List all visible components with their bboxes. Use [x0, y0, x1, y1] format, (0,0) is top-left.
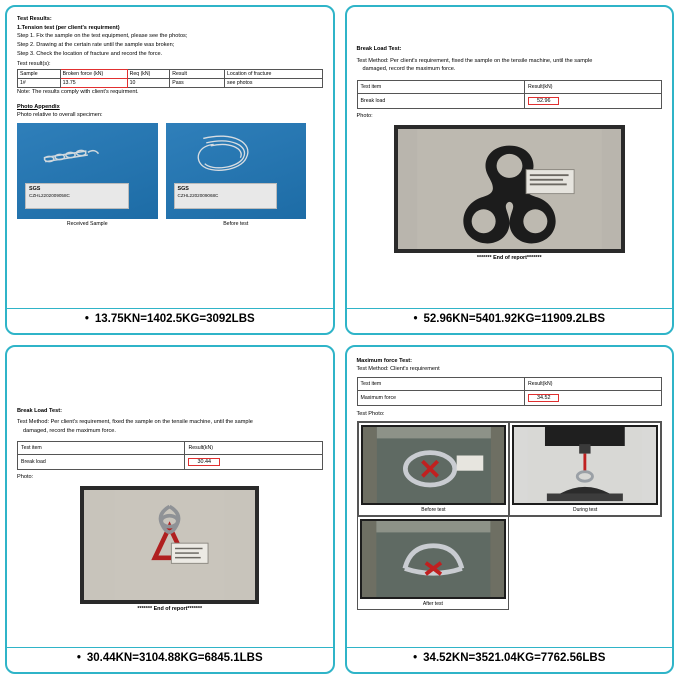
- cell-break-load-value-wrap: [524, 93, 661, 108]
- report-panel-1: [5, 5, 335, 335]
- results-note: Note: The results comply with client's requirment.: [17, 88, 139, 95]
- table-header-row: [18, 69, 323, 78]
- photo-break-load-3: [80, 486, 259, 604]
- cell-max-force-value-wrap: [524, 390, 661, 405]
- cell-1: [0, 0, 340, 340]
- cell-break-load: Break load: [18, 455, 185, 470]
- report-panel-3: [5, 345, 335, 675]
- photo-appendix-title: Photo Appendix: [17, 103, 60, 110]
- cell-max-force-value: 34.52: [528, 394, 560, 402]
- tension-results-table: [17, 69, 323, 88]
- carabiner-photo-icon: [84, 490, 255, 600]
- sample-tag-2: SGS CZHL2202009068C: [174, 183, 278, 209]
- cell-result: Pass: [170, 78, 225, 87]
- break-load-table-3: [17, 441, 323, 470]
- photo-caption-after-4: After test: [422, 601, 443, 608]
- end-of-report-2: ******* End of report*******: [476, 254, 542, 261]
- break-load-title-3: Break Load Test:: [17, 407, 62, 414]
- cell-3: [0, 340, 340, 679]
- cell-max-force: Maximum force: [357, 390, 524, 405]
- test-method-3: Test Method: Per client's requirement, fixed the sample on the tensile machine, until the sample: [17, 419, 253, 426]
- sample-tag-1: SGS CZHL2202009058C: [25, 183, 129, 209]
- chain-illustration-icon: [31, 139, 115, 179]
- photo-row: [17, 123, 323, 227]
- col-result-kn: Result(kN): [524, 377, 661, 390]
- panel-caption-3: • 30.44KN=3104.88KG=6845.1LBS: [76, 652, 263, 664]
- photo-before-test-4: [361, 425, 507, 505]
- photo-image-2: [166, 123, 307, 219]
- test-results-label: Test result(s):: [17, 61, 51, 68]
- table-row: [18, 455, 323, 470]
- cell-break-load: Break load: [357, 93, 524, 108]
- tensile-machine-icon: [514, 427, 656, 503]
- col-sample: Sample: [18, 69, 61, 78]
- table-row: [18, 78, 323, 87]
- table-header-row: [357, 377, 662, 390]
- col-test-item: Test item: [357, 377, 524, 390]
- photo-cell-before: [358, 422, 510, 516]
- col-result: Result: [170, 69, 225, 78]
- photo-before-test: [166, 123, 307, 227]
- cell-sample: 1#: [18, 78, 61, 87]
- cell-break-load-value: 52.96: [528, 97, 560, 105]
- col-broken-force: Broken force (kN): [60, 69, 127, 78]
- col-test-item: Test item: [357, 80, 524, 93]
- test-photo-grid: [357, 421, 663, 517]
- photo-cell-during: [509, 422, 661, 516]
- cell-2: [340, 0, 679, 340]
- test-method-2-cont: damaged, record the maximum force.: [362, 66, 456, 73]
- bullet-icon: •: [413, 652, 418, 664]
- deformed-link-photo-icon: [362, 521, 505, 597]
- max-force-title: Maximum force Test:: [356, 357, 413, 364]
- photo-during-test-4: [512, 425, 658, 505]
- document-4: [347, 347, 673, 648]
- oval-link-photo-icon: [363, 427, 505, 503]
- step-1: Step 1. Fix the sample on the test equipment, please see the photos;: [17, 33, 188, 40]
- bullet-icon: •: [76, 652, 81, 664]
- step-3: Step 3. Check the location of fracture and record the force.: [17, 50, 163, 57]
- panel-caption-4: • 34.52KN=3521.04KG=7762.56LBS: [413, 652, 606, 664]
- document-1: [7, 7, 333, 308]
- col-req: Req (kN): [127, 69, 170, 78]
- photo-appendix-subtitle: Photo relative to overall specimen:: [17, 112, 103, 119]
- end-of-report-3: ******* End of report*******: [137, 606, 203, 613]
- photo-image-1: [17, 123, 158, 219]
- photo-after-test-4: [360, 519, 507, 599]
- bullet-icon: •: [84, 312, 89, 325]
- cell-break-load-value: 30.44: [188, 458, 220, 466]
- col-result-kn: Result(kN): [524, 80, 661, 93]
- photo-caption-during-4: During test: [573, 507, 598, 514]
- max-force-table: [357, 377, 663, 406]
- col-result-kn: Result(kN): [185, 442, 322, 455]
- report-panel-2: [345, 5, 675, 335]
- photo-caption-before-4: Before test: [421, 507, 446, 514]
- rope-coil-icon: [182, 131, 269, 183]
- photo-break-load-2: [394, 125, 625, 253]
- break-load-title-2: Break Load Test:: [356, 46, 402, 52]
- test-method-3-cont: damaged, record the maximum force.: [23, 427, 116, 434]
- cell-broken-force: 13.75: [60, 78, 127, 87]
- table-row: [357, 390, 662, 405]
- step-2: Step 2. Drawing at the certain rate until the sample was broken;: [17, 41, 175, 48]
- photo-caption-before: Before test: [223, 220, 249, 227]
- col-location: Location of fracture: [225, 69, 322, 78]
- photo-caption-received: Received Sample: [66, 220, 108, 227]
- photo-label-3: Photo:: [17, 474, 34, 481]
- report-panel-4: [345, 345, 675, 675]
- test-method-4: Test Method: Client's requirement: [356, 366, 440, 373]
- photo-cell-after: [357, 517, 510, 610]
- cell-req: 10: [127, 78, 170, 87]
- table-header-row: [18, 442, 323, 455]
- hook-photo-icon: [398, 129, 621, 249]
- document-2: [347, 7, 673, 308]
- test-results-title: Test Results:: [17, 16, 52, 22]
- cell-break-load-value-wrap: [185, 455, 322, 470]
- cell-4: [340, 340, 679, 679]
- photo-received-sample: [17, 123, 158, 227]
- tension-test-subtitle: 1.Tension test (per client's requirment): [17, 24, 120, 31]
- document-3: [7, 347, 333, 648]
- col-test-item: Test item: [18, 442, 185, 455]
- test-photo-label: Test Photo:: [356, 410, 385, 417]
- test-method-2: Test Method: Per client's requirement, fixed the sample on the tensile machine, until the sample: [356, 57, 593, 64]
- cell-location: see photos: [225, 78, 322, 87]
- panel-caption-2: • 52.96KN=5401.92KG=11909.2LBS: [413, 312, 606, 325]
- table-row: [357, 93, 662, 108]
- table-header-row: [357, 80, 662, 93]
- bullet-icon: •: [413, 312, 418, 325]
- photo-label-2: Photo:: [356, 112, 373, 119]
- break-load-table-2: [357, 80, 663, 109]
- panel-caption-1: • 13.75KN=1402.5KG=3092LBS: [84, 312, 255, 325]
